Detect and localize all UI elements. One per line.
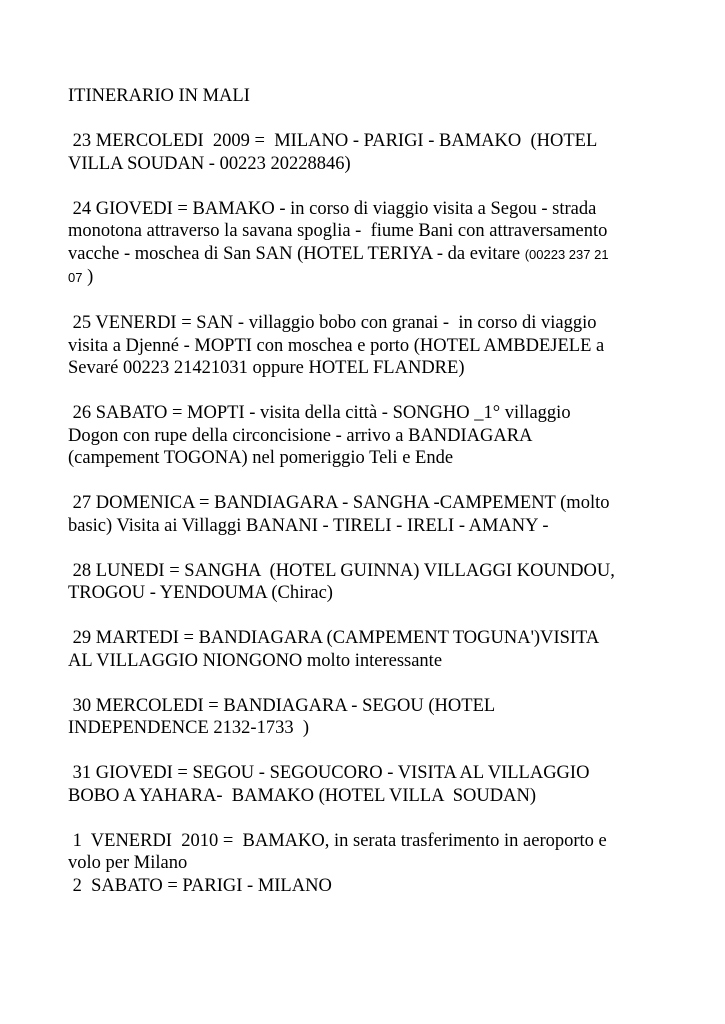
entry-line: 26 SABATO = MOPTI - visita della città - SONGHO _1° villaggio — [68, 403, 571, 423]
itinerary-entry-28 — [68, 560, 668, 605]
entry-line: 31 GIOVEDI = SEGOU - SEGOUCORO - VISITA AL VILLAGGIO — [68, 763, 590, 783]
entry-line-with-phone — [68, 243, 668, 267]
entry-line: volo per Milano — [68, 853, 188, 873]
entry-line: monotona attraverso la savana spoglia - fiume Bani con attraversamento — [68, 221, 608, 241]
entry-line — [68, 266, 668, 290]
entry-line: AL VILLAGGIO NIONGONO molto interessante — [68, 650, 443, 671]
entry-line: (campement TOGONA) nel pomeriggio Teli e Ende — [68, 448, 454, 468]
entry-line: 23 MERCOLEDI 2009 = MILANO - PARIGI - BAMAKO (HOTEL — [68, 131, 598, 151]
entry-line: VILLA SOUDAN - 00223 20228846) — [68, 153, 351, 174]
entry-line: 24 GIOVEDI = BAMAKO - in corso di viaggio visita a Segou - strada — [68, 198, 597, 219]
itinerary-entry-27 — [68, 492, 668, 537]
document-page — [68, 85, 668, 897]
entry-line: basic) Visita ai Villaggi BANANI - TIRELI - IRELI - AMANY - — [68, 515, 549, 536]
entry-line: visita a Djenné - MOPTI con moschea e porto (HOTEL AMBDEJELE a — [68, 335, 605, 356]
entry-line: Sevaré 00223 21421031 oppure HOTEL FLANDRE) — [68, 358, 465, 378]
closing-parenthesis: ) — [82, 267, 94, 287]
itinerary-entry-23 — [68, 130, 668, 175]
phone-number-continuation: 07 — [68, 270, 83, 285]
itinerary-entry-26 — [68, 402, 668, 470]
itinerary-entry-30 — [68, 695, 668, 740]
entry-line: 2 SABATO = PARIGI - MILANO — [68, 875, 332, 896]
itinerary-entry-24 — [68, 198, 668, 290]
entry-line: 30 MERCOLEDI = BANDIAGARA - SEGOU (HOTEL — [68, 695, 496, 716]
phone-number-part: (00223 237 21 — [524, 246, 609, 262]
entry-text: vacche - moschea di San SAN (HOTEL TERIYA - da evitare — [68, 243, 525, 264]
itinerary-entry-31 — [68, 762, 668, 807]
entry-line: 25 VENERDI = SAN - villaggio bobo con granai - in corso di viaggio — [68, 313, 597, 333]
entry-line: TROGOU - YENDOUMA (Chirac) — [68, 583, 333, 603]
entry-line: 28 LUNEDI = SANGHA (HOTEL GUINNA) VILLAGGI KOUNDOU, — [68, 560, 615, 581]
entry-line: Dogon con rupe della circoncisione - arrivo a BANDIAGARA — [68, 425, 533, 446]
entry-line: INDEPENDENCE 2132-1733 ) — [68, 718, 309, 738]
entry-line: 29 MARTEDI = BANDIAGARA (CAMPEMENT TOGUNA')VISITA — [68, 628, 600, 648]
itinerary-entry-25 — [68, 312, 668, 380]
entry-line: BOBO A YAHARA- BAMAKO (HOTEL VILLA SOUDAN) — [68, 785, 536, 806]
itinerary-entry-1-2 — [68, 830, 668, 898]
entry-line: 1 VENERDI 2010 = BAMAKO, in serata trasferimento in aeroporto e — [68, 830, 607, 851]
entry-line: 27 DOMENICA = BANDIAGARA - SANGHA -CAMPEMENT (molto — [68, 493, 610, 513]
itinerary-entry-29 — [68, 627, 668, 672]
document-title: ITINERARIO IN MALI — [68, 86, 250, 106]
